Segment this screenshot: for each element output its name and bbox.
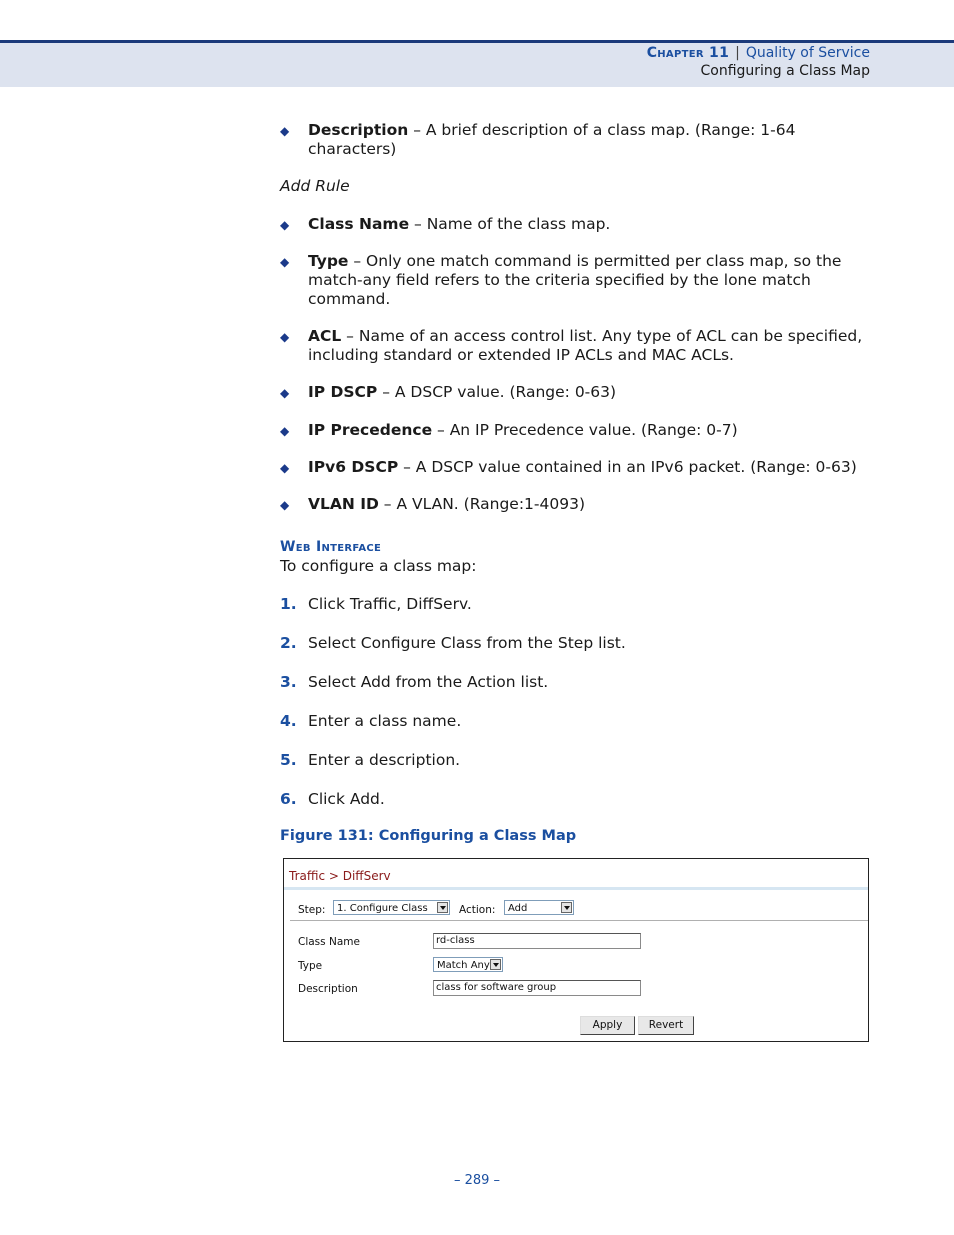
step-number: 6. bbox=[280, 790, 297, 808]
action-select[interactable] bbox=[504, 900, 574, 915]
bullet-ip-precedence bbox=[308, 421, 873, 440]
bullet-text: – A DSCP value. (Range: 0-63) bbox=[377, 383, 617, 401]
bullet-class-name bbox=[308, 215, 873, 234]
step-text: Enter a description. bbox=[308, 751, 461, 769]
step-number: 1. bbox=[280, 595, 297, 613]
type-label: Type bbox=[298, 960, 323, 972]
description-value: class for software group bbox=[436, 982, 557, 993]
type-select-value: Match Any bbox=[437, 960, 490, 971]
bullet-text: – A brief description of a class map. (Range: 1-64 characters) bbox=[308, 121, 796, 158]
step-select[interactable] bbox=[333, 900, 450, 915]
bullet-term: VLAN ID bbox=[308, 495, 379, 513]
subsection-title: Configuring a Class Map bbox=[700, 63, 870, 79]
step-text: Click Traffic, DiffServ. bbox=[308, 595, 472, 613]
step-text: Click Add. bbox=[308, 790, 385, 808]
bullet-diamond-icon: ◆ bbox=[280, 255, 290, 269]
figure-caption: Figure 131: Configuring a Class Map bbox=[280, 828, 577, 844]
header-separator: | bbox=[735, 45, 740, 61]
bullet-term: IP DSCP bbox=[308, 383, 378, 401]
form-divider bbox=[290, 920, 868, 921]
bullet-diamond-icon: ◆ bbox=[280, 330, 290, 344]
chevron-down-icon bbox=[490, 959, 501, 970]
chapter-label: Chapter 11 bbox=[646, 45, 730, 61]
description-input[interactable] bbox=[433, 980, 641, 996]
bullet-text: – A VLAN. (Range:1-4093) bbox=[378, 495, 585, 513]
bullet-term: Description bbox=[308, 121, 409, 139]
bullet-term: ACL bbox=[308, 327, 342, 345]
action-select-value: Add bbox=[508, 903, 528, 914]
bullet-diamond-icon: ◆ bbox=[280, 386, 290, 400]
running-header bbox=[647, 45, 870, 61]
bullet-text: – Name of the class map. bbox=[409, 215, 611, 233]
bullet-text: – An IP Precedence value. (Range: 0-7) bbox=[432, 421, 738, 439]
chevron-down-icon bbox=[437, 902, 448, 913]
step-select-value: 1. Configure Class bbox=[337, 903, 428, 914]
step-text: Select Add from the Action list. bbox=[308, 673, 549, 691]
step-text: Enter a class name. bbox=[308, 712, 462, 730]
bullet-text: – Name of an access control list. Any type of ACL can be specified, including standard or extended IP ACLs and MAC ACLs. bbox=[308, 327, 863, 364]
bullet-ipv6-dscp bbox=[308, 458, 888, 477]
class-name-input[interactable] bbox=[433, 933, 641, 949]
bullet-type bbox=[308, 252, 873, 309]
figure-breadcrumb: Traffic > DiffServ bbox=[289, 869, 391, 883]
bullet-term: Class Name bbox=[308, 215, 410, 233]
bullet-term: IP Precedence bbox=[308, 421, 433, 439]
step-number: 5. bbox=[280, 751, 297, 769]
bullet-ip-dscp bbox=[308, 383, 873, 402]
bullet-text: – A DSCP value contained in an IPv6 packet. (Range: 0-63) bbox=[398, 458, 857, 476]
apply-button[interactable]: Apply bbox=[580, 1016, 635, 1035]
chevron-down-icon bbox=[561, 902, 572, 913]
bullet-text: – Only one match command is permitted per class map, so the match-any field refers to the criteria specified by the lone match command. bbox=[308, 252, 842, 308]
class-name-value: rd-class bbox=[436, 935, 475, 946]
web-interface-intro: To configure a class map: bbox=[280, 557, 477, 575]
step-label: Step: bbox=[298, 904, 326, 916]
bullet-diamond-icon: ◆ bbox=[280, 461, 290, 475]
bullet-description bbox=[308, 121, 873, 159]
class-name-label: Class Name bbox=[298, 936, 360, 948]
title-divider bbox=[284, 887, 868, 890]
bullet-diamond-icon: ◆ bbox=[280, 498, 290, 512]
bullet-term: Type bbox=[308, 252, 349, 270]
step-text: Select Configure Class from the Step list. bbox=[308, 634, 626, 652]
bullet-diamond-icon: ◆ bbox=[280, 424, 290, 438]
description-label: Description bbox=[298, 983, 358, 995]
bullet-acl bbox=[308, 327, 873, 365]
page-number: – 289 – bbox=[453, 1173, 501, 1188]
bullet-vlan-id bbox=[308, 495, 873, 514]
section-title: Quality of Service bbox=[745, 45, 870, 61]
action-label: Action: bbox=[459, 904, 496, 916]
step-number: 3. bbox=[280, 673, 297, 691]
bullet-diamond-icon: ◆ bbox=[280, 218, 290, 232]
bullet-diamond-icon: ◆ bbox=[280, 124, 290, 138]
bullet-term: IPv6 DSCP bbox=[308, 458, 399, 476]
type-select[interactable] bbox=[433, 957, 503, 972]
add-rule-heading: Add Rule bbox=[280, 177, 350, 195]
step-number: 2. bbox=[280, 634, 297, 652]
step-number: 4. bbox=[280, 712, 297, 730]
figure-screenshot bbox=[283, 858, 869, 1042]
web-interface-heading: Web Interface bbox=[280, 539, 382, 555]
revert-button[interactable]: Revert bbox=[638, 1016, 694, 1035]
